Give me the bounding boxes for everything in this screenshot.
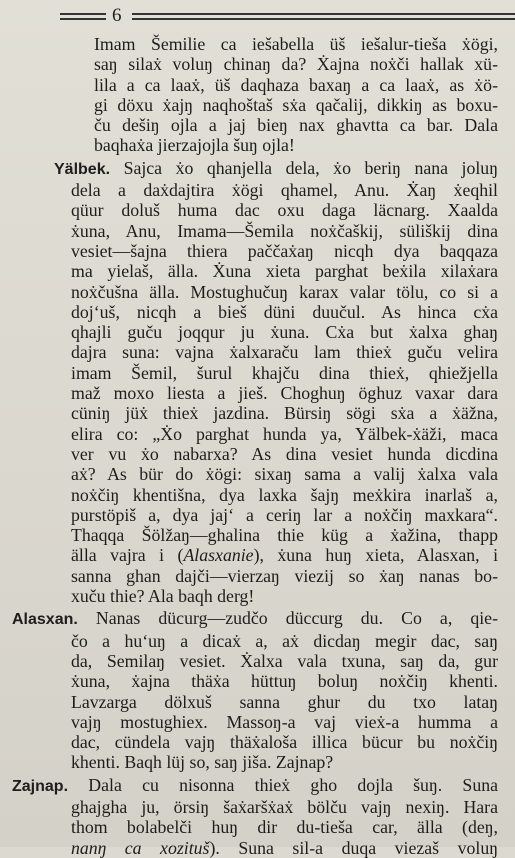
text-line bbox=[20, 545, 498, 565]
text-run: älla vajra i ( bbox=[71, 545, 184, 566]
text-line: saŋ silaẋ voluŋ chinaŋ da? Ẋajna noẋči hallak xü- bbox=[94, 54, 498, 75]
page-header bbox=[0, 4, 515, 30]
narration-paragraph bbox=[20, 34, 498, 156]
text-line: sanna ghan dajči—vierzaŋ viezij so ẋaŋ nanas bo- bbox=[71, 565, 498, 586]
text-line: da, Semilaŋ vesiet. Ẋalxa vala txuna, saŋ da, gur bbox=[71, 650, 498, 671]
text-line: Thaqqa Šölžaŋ—ghalina thie küg a ẋažina, thapp bbox=[71, 525, 498, 546]
text-line: qhajli guču joqqur ju ẋuna. Cẋa but ẋalxa ghaŋ bbox=[71, 322, 498, 343]
header-rule-right bbox=[132, 13, 515, 15]
speech-alasxan bbox=[12, 608, 498, 773]
speech-first-line bbox=[12, 608, 498, 630]
text-line: Nanas dücurg—zudčo düccurg du. Co a, qie- bbox=[95, 608, 498, 629]
text-line: lila a ca laaẋ, üš daqhaza baxaŋ a ca laaẋ, as ẋö- bbox=[94, 74, 498, 95]
text-line: maž moxo liesta a jieš. Choghuŋ öghuz vaxar dara bbox=[71, 383, 498, 404]
text-line: ma yielaš, älla. Ẋuna xieta parghat beẋila xilaẋara bbox=[71, 261, 498, 282]
speech-yalbek bbox=[20, 158, 498, 607]
text-line: imam Šemil, šurul khajču dina thieẋ, qhiežjella bbox=[71, 362, 498, 383]
text-line: noẋčiŋ khentišna, dya laxka šajŋ meẋkira inarlaš a, bbox=[71, 484, 498, 505]
text-line: khenti. Baqh lüj so, saŋ jiša. Zajnap? bbox=[71, 752, 334, 773]
text-line: ghajgha ju, örsiŋ šaẋaršẋaẋ bölču vajŋ nexiŋ. Hara bbox=[71, 796, 498, 817]
text-run: ), ẋuna huŋ xieta, Alasxan, i bbox=[253, 545, 499, 566]
text-line: čo a hu‘uŋ a dicaẋ a, aẋ dicdaŋ megir dac, saŋ bbox=[71, 630, 498, 651]
text-line: purstöpiš a, dya jaj‘ a ceriŋ lar a noẋčiŋ maxkara“. bbox=[71, 504, 498, 525]
text-line: dac, cündela vajŋ thäẋaloša illica bücur bu noẋčiŋ bbox=[71, 732, 498, 753]
text-line: Imam Šemilie ca iešabella üš iešalur-tieša ẋögi, bbox=[94, 34, 498, 54]
text-line: gi döxu ẋajŋ naqhoštaš sẋa qačalij, dikkiŋ as boxu- bbox=[94, 94, 498, 115]
text-line: xuču thie? Ala baqh derg! bbox=[71, 586, 255, 607]
text-line: Sajca ẋo qhanjella dela, ẋo beriŋ nana joluŋ bbox=[123, 157, 498, 178]
page-number: 6 bbox=[112, 5, 122, 26]
page-text bbox=[12, 34, 499, 858]
text-line: ẋuna, ẋajna thäẋa hüttuŋ boluŋ noẋčiŋ khenti. bbox=[71, 671, 498, 692]
header-rule-left bbox=[60, 18, 106, 20]
speaker-name: Alasxan. bbox=[12, 611, 78, 629]
header-rule-right bbox=[132, 18, 515, 20]
italic-term: Alasxanie bbox=[183, 545, 254, 566]
text-line: dajra suna: vajna ẋalxaraču lam thieẋ guču velira bbox=[71, 342, 498, 363]
speech-first-line bbox=[12, 775, 498, 797]
text-line: qüur doluš huma dac oxu daga läcnarg. Xaalda bbox=[71, 200, 498, 221]
text-line: Lavzarga dölxuš sanna ghur du txo lataŋ bbox=[71, 691, 498, 712]
text-line bbox=[20, 838, 498, 858]
text-line: doj‘uš, nicqh a bieš düni duučul. As hinca cẋa bbox=[71, 301, 498, 322]
speaker-name: Yälbek. bbox=[54, 160, 111, 178]
text-line: ču dešiŋ ojla a jaj bieŋ nax ghavtta ca bar. Dala bbox=[94, 115, 498, 136]
text-line: thom bolabelči huŋ dir du-tieša car, älla (deŋ, bbox=[71, 817, 498, 838]
speech-zajnap bbox=[12, 774, 499, 858]
text-line: cüniŋ jüẋ thieẋ jazdina. Bürsiŋ sögi sẋa a ẋäžna, bbox=[71, 403, 498, 424]
text-line: elira co: „Ẋo parghat hunda ya, Yälbek-ẋäži, maca bbox=[71, 423, 498, 444]
text-line: dela a daẋdajtira ẋögi qhamel, Anu. Ẋaŋ ẋeqhil bbox=[71, 180, 498, 201]
italic-term: nanŋ ca xozituš bbox=[71, 837, 210, 858]
speech-first-line bbox=[20, 158, 498, 180]
text-line: vajŋ mostughiex. Massoŋ-a vaj vieẋ-a humma a bbox=[71, 711, 498, 732]
text-line: baqhaẋa jierzajojla šuŋ ojla! bbox=[94, 135, 295, 156]
text-line: Dala cu nisonna thieẋ gho dojla šuŋ. Suna bbox=[88, 774, 498, 795]
text-line: vesiet—šajna thiera paččaẋaŋ nicqh dya baqqaza bbox=[71, 240, 498, 261]
text-line: noẋčušna älla. Mostughučuŋ karax valar tölu, co si a bbox=[71, 281, 498, 302]
speaker-name: Zajnap. bbox=[12, 777, 69, 795]
text-line: ẋuna, Anu, Imama—Šemila noẋčaškij, süliškij dina bbox=[71, 220, 498, 241]
text-line: ver vu ẋo nabarxa? As dina vesiet hunda dicdina bbox=[71, 443, 498, 464]
header-rule-left bbox=[60, 13, 106, 15]
text-line: aẋ? As bür do ẋögi: sixaŋ sama a valij ẋalxa vala bbox=[71, 464, 498, 485]
text-run: ). Suna sil-a duqa viezaš voluŋ bbox=[209, 837, 499, 858]
